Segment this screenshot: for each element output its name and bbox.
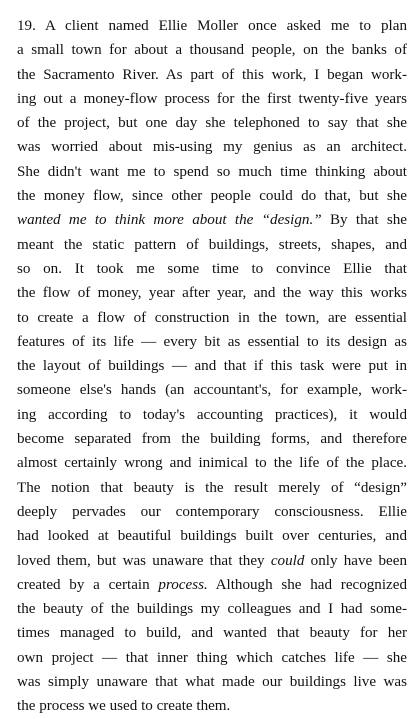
text-segment: to create a flow of construction in the town, are essential — [17, 309, 407, 326]
text-line — [17, 403, 407, 427]
text-line — [17, 330, 407, 354]
text-line — [17, 378, 407, 402]
text-line — [17, 257, 407, 281]
text-line — [17, 500, 407, 524]
text-segment: of the project, but one day she telephoned to say that she — [17, 115, 407, 132]
text-line — [17, 476, 407, 500]
text-line — [17, 233, 407, 257]
text-line — [17, 524, 407, 548]
text-segment: was worried about mis-using my genius as an architect. — [17, 139, 407, 156]
text-segment: the process we used to create them. — [17, 698, 231, 715]
text-line — [17, 427, 407, 451]
text-segment: By that she — [321, 212, 407, 229]
text-segment: created by a certain — [17, 576, 159, 593]
paragraph-19 — [17, 14, 407, 719]
text-line — [17, 87, 407, 111]
text-segment: The notion that beauty is the result merely of “design” — [17, 479, 407, 496]
text-segment: the beauty of the buildings my colleagues and I had some- — [17, 601, 407, 618]
text-line — [17, 694, 407, 718]
text-line — [17, 670, 407, 694]
italic-text: process. — [158, 576, 208, 593]
text-line — [17, 597, 407, 621]
italic-text: could — [270, 552, 305, 569]
text-segment: meant the static pattern of buildings, streets, shapes, and — [17, 236, 407, 253]
text-line — [17, 354, 407, 378]
text-line — [17, 573, 407, 597]
italic-text: wanted me to think more about the “design.” — [17, 212, 322, 229]
text-line — [17, 38, 407, 62]
text-segment: so on. It took me some time to convince Ellie that — [17, 260, 407, 277]
text-segment: She didn't want me to spend so much time thinking about — [17, 163, 407, 180]
text-segment: had looked at beautiful buildings built over centuries, and — [17, 528, 407, 545]
text-segment: only have been — [304, 552, 407, 569]
text-page — [17, 14, 407, 719]
text-segment: ing out a money-flow process for the first twenty-five years — [17, 90, 407, 107]
text-line — [17, 621, 407, 645]
text-segment: features of its life — every bit as essential to its design as — [17, 333, 407, 350]
text-line — [17, 281, 407, 305]
text-segment: the money flow, since other people could do that, but she — [17, 188, 407, 205]
text-line — [17, 111, 407, 135]
paragraph-number: 19. — [17, 18, 36, 34]
text-segment: loved them, but was unaware that they — [17, 552, 271, 569]
text-segment: A client named Ellie Moller once asked me to plan — [35, 18, 407, 34]
text-segment: deeply pervades our contemporary consciousness. Ellie — [17, 503, 407, 520]
text-segment: the Sacramento River. As part of this work, I began work- — [17, 66, 407, 83]
text-line — [17, 451, 407, 475]
text-segment: was simply unaware that what made our buildings live was — [17, 674, 407, 691]
text-line — [17, 646, 407, 670]
text-segment: a small town for about a thousand people, on the banks of — [17, 42, 407, 59]
text-line — [17, 135, 407, 159]
text-segment: own project — that inner thing which catches life — she — [17, 649, 407, 666]
text-line — [17, 306, 407, 330]
text-segment: the flow of money, year after year, and the way this works — [17, 285, 407, 302]
text-line — [17, 184, 407, 208]
text-segment: ing according to today's accounting practices), it would — [17, 406, 407, 423]
text-segment: become separated from the building forms, and therefore — [17, 431, 407, 448]
text-line — [17, 549, 407, 573]
text-segment: almost certainly wrong and inimical to the life of the place. — [17, 455, 407, 472]
text-segment: times managed to build, and wanted that beauty for her — [17, 625, 407, 642]
text-line — [17, 63, 407, 87]
text-line — [17, 208, 407, 232]
text-line — [17, 160, 407, 184]
text-segment: the layout of buildings — and that if this task were put in — [17, 358, 407, 375]
text-segment: someone else's hands (an accountant's, for example, work- — [17, 382, 407, 399]
text-line — [17, 14, 407, 38]
text-segment: Although she had recognized — [207, 576, 407, 593]
